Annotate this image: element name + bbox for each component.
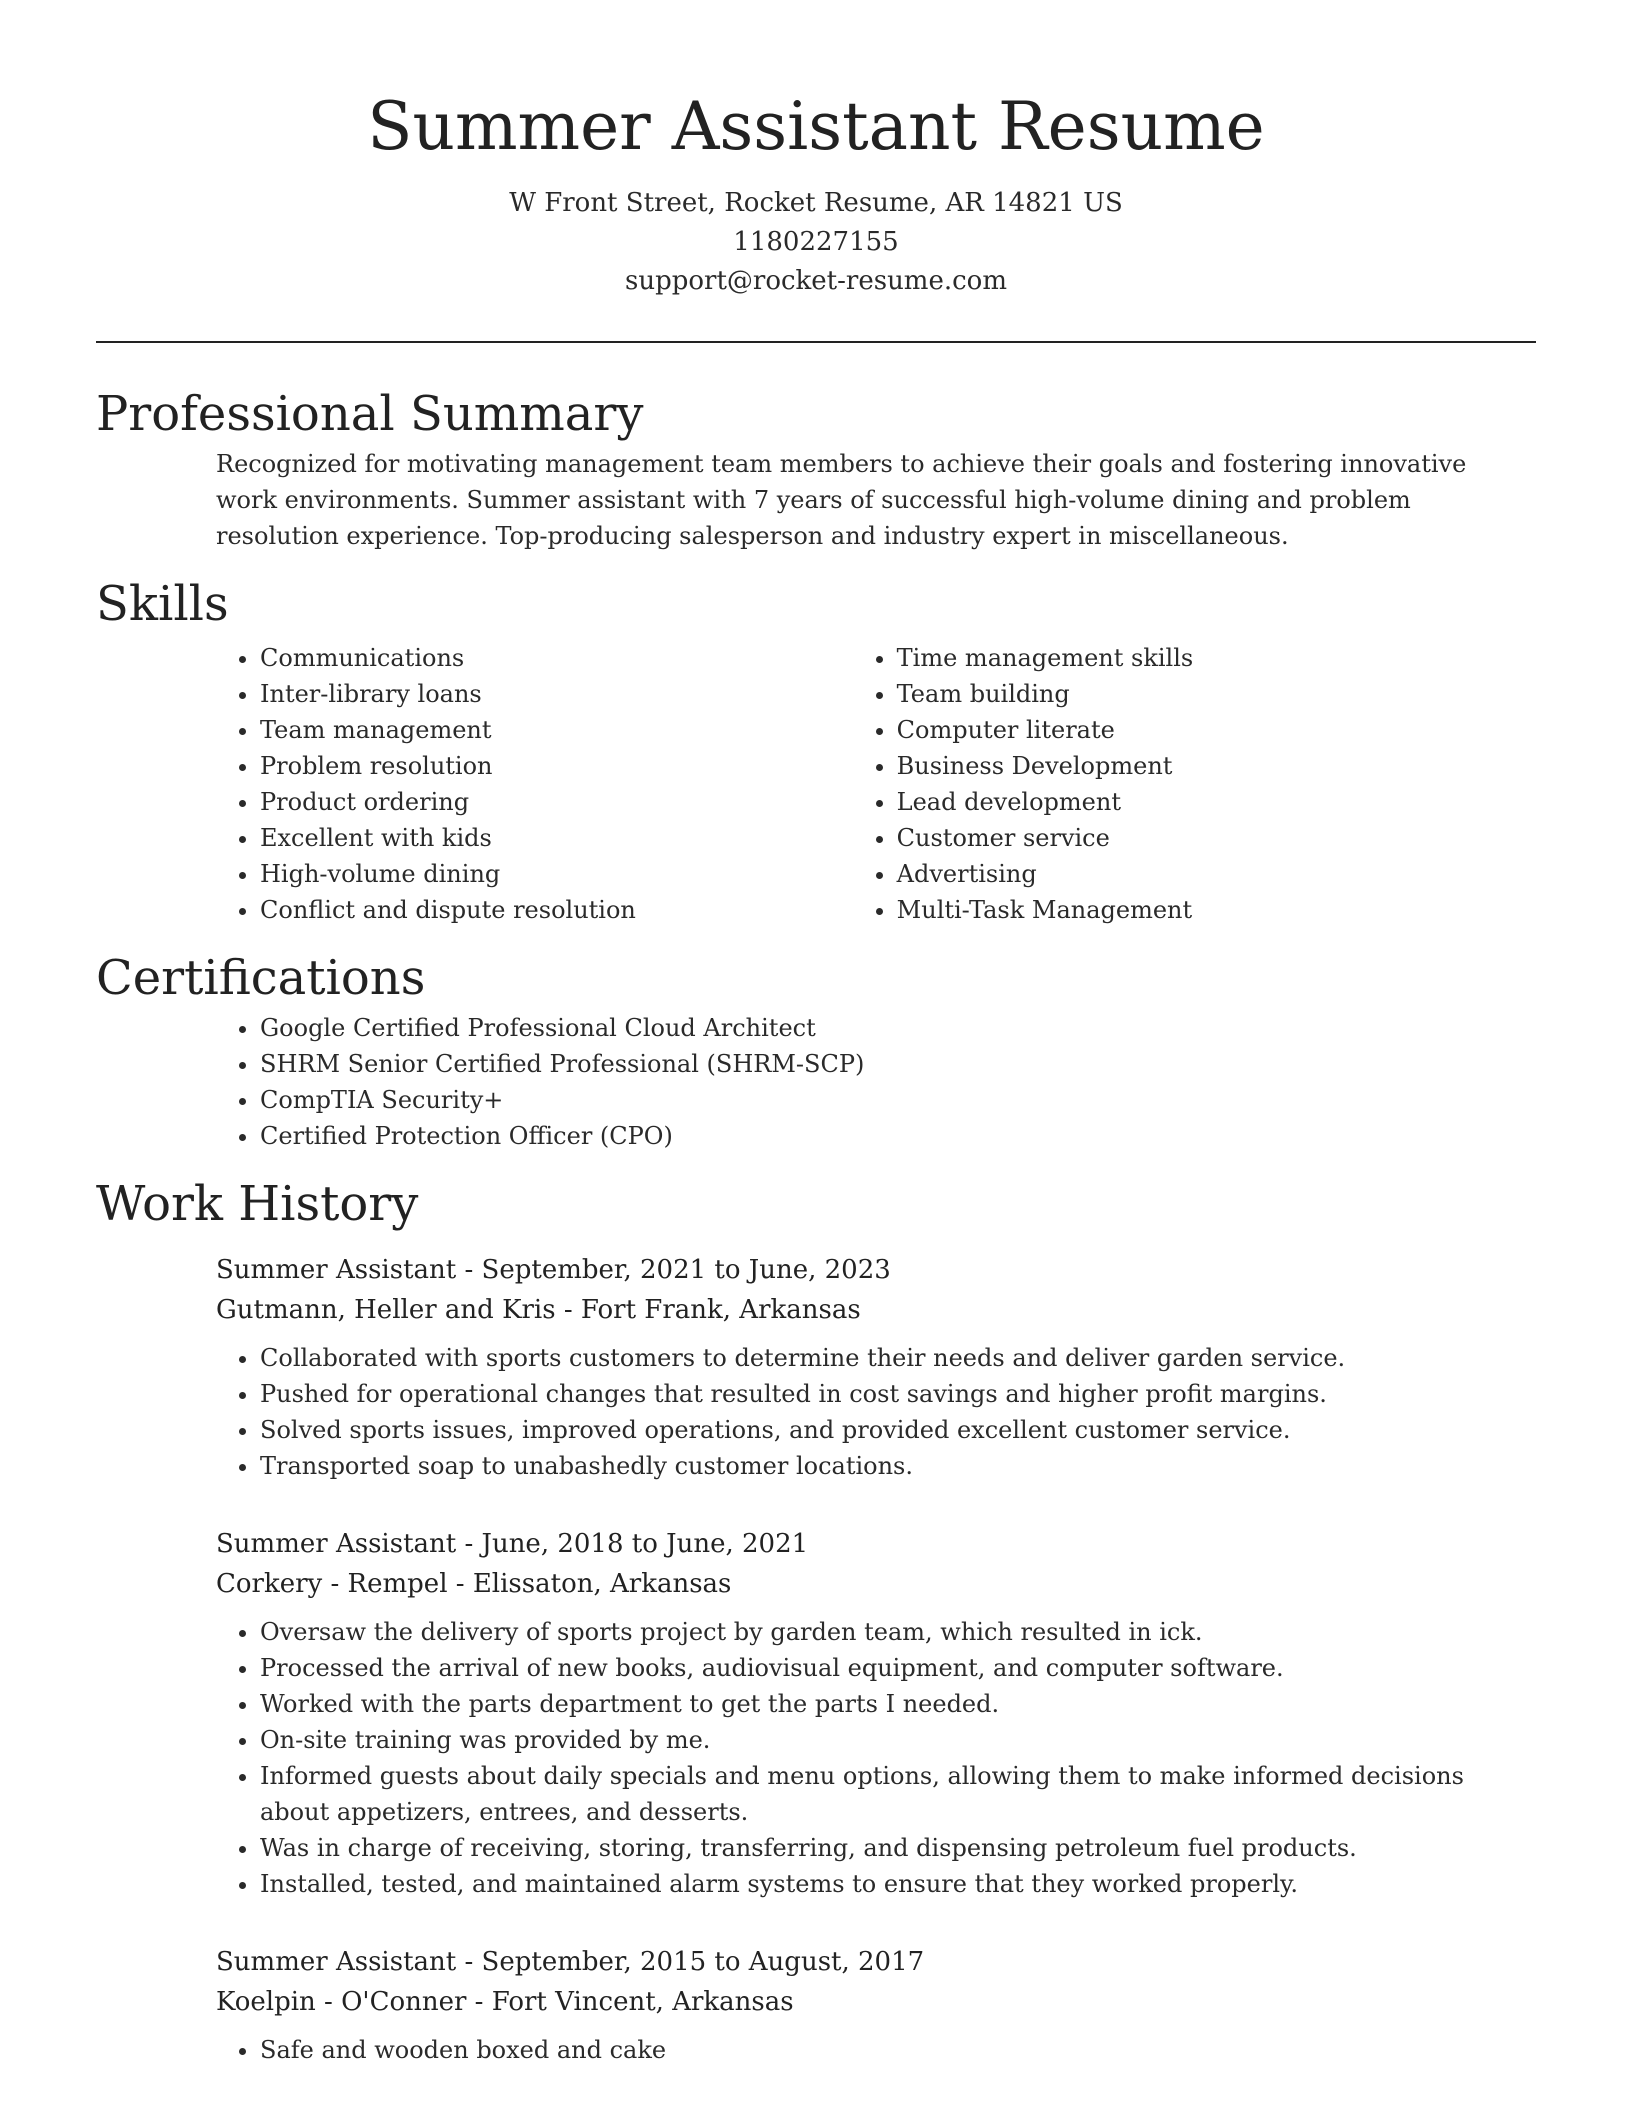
- list-item: • Problem resolution: [260, 748, 897, 784]
- list-item: • Processed the arrival of new books, audiovisual equipment, and computer software.: [260, 1650, 1536, 1686]
- certifications-heading: Certifications: [96, 950, 426, 1006]
- list-item: • Google Certified Professional Cloud Architect: [260, 1010, 1536, 1046]
- job-bullets: [216, 1340, 1536, 1484]
- certifications-list: [96, 1010, 1536, 1154]
- skills-list-right: [897, 640, 1536, 928]
- list-item: • Safe and wooden boxed and cake: [260, 2032, 1536, 2068]
- list-item: • Time management skills: [897, 640, 1536, 676]
- summary-text: Recognized for motivating management team members to achieve their goals and fostering innovative work environments. Summer assistant with 7 years of successful high-volume dining and problem resolution experience. Top-producing salesperson and industry expert in miscellaneous.: [216, 450, 1467, 550]
- list-item: • Team management: [260, 712, 897, 748]
- contact-info: [96, 184, 1536, 301]
- job-entry: [216, 1942, 1536, 2068]
- work-history-section: [96, 1172, 1536, 2068]
- list-item: • Was in charge of receiving, storing, transferring, and dispensing petroleum fuel products.: [260, 1830, 1536, 1866]
- list-item: • Installed, tested, and maintained alarm systems to ensure that they worked properly.: [260, 1866, 1536, 1902]
- list-item: • Team building: [897, 676, 1536, 712]
- list-item: • Collaborated with sports customers to determine their needs and deliver garden service.: [260, 1340, 1536, 1376]
- skills-columns: [96, 640, 1536, 928]
- job-bullets: [216, 2032, 1536, 2068]
- list-item: • High-volume dining: [260, 856, 897, 892]
- list-item: • Advertising: [897, 856, 1536, 892]
- skills-column-left: [96, 640, 897, 928]
- job-company: Koelpin - O'Conner - Fort Vincent, Arkansas: [216, 1987, 794, 2017]
- resume-body: [96, 382, 1536, 2108]
- certifications-section: [96, 946, 1536, 1154]
- list-item: • Solved sports issues, improved operations, and provided excellent customer service.: [260, 1412, 1536, 1448]
- list-item: • Customer service: [897, 820, 1536, 856]
- list-item: • Multi-Task Management: [897, 892, 1536, 928]
- list-item: • Oversaw the delivery of sports project by garden team, which resulted in ick.: [260, 1614, 1536, 1650]
- list-item: • Pushed for operational changes that resulted in cost savings and higher profit margins.: [260, 1376, 1536, 1412]
- skills-heading: Skills: [96, 576, 229, 632]
- job-title: Summer Assistant - September, 2015 to August, 2017: [216, 1947, 925, 1977]
- job-entry: [216, 1250, 1536, 1484]
- summary-section: [96, 382, 1536, 554]
- job-bullets: [216, 1614, 1536, 1902]
- list-item: • Worked with the parts department to get the parts I needed.: [260, 1686, 1536, 1722]
- list-item: • Informed guests about daily specials and menu options, allowing them to make informed decisions about appetizers, entrees, and desserts.: [260, 1758, 1536, 1830]
- header-divider: [96, 341, 1536, 343]
- job-title: Summer Assistant - September, 2021 to June, 2023: [216, 1255, 891, 1285]
- job-company: Corkery - Rempel - Elissaton, Arkansas: [216, 1569, 732, 1599]
- contact-address: W Front Street, Rocket Resume, AR 14821 US: [509, 188, 1123, 218]
- job-entry: [216, 1524, 1536, 1902]
- list-item: • Communications: [260, 640, 897, 676]
- summary-heading: Professional Summary: [96, 386, 644, 442]
- job-company: Gutmann, Heller and Kris - Fort Frank, Arkansas: [216, 1295, 861, 1325]
- list-item: • Certified Protection Officer (CPO): [260, 1118, 1536, 1154]
- list-item: • Business Development: [897, 748, 1536, 784]
- list-item: • Transported soap to unabashedly customer locations.: [260, 1448, 1536, 1484]
- list-item: • Inter-library loans: [260, 676, 897, 712]
- list-item: • Product ordering: [260, 784, 897, 820]
- skills-list-left: [96, 640, 897, 928]
- contact-phone: 1180227155: [733, 227, 899, 257]
- list-item: • SHRM Senior Certified Professional (SHRM-SCP): [260, 1046, 1536, 1082]
- skills-section: [96, 572, 1536, 928]
- list-item: • CompTIA Security+: [260, 1082, 1536, 1118]
- list-item: • Lead development: [897, 784, 1536, 820]
- skills-column-right: [897, 640, 1536, 928]
- list-item: • On-site training was provided by me.: [260, 1722, 1536, 1758]
- resume-title: Summer Assistant Resume: [367, 88, 1265, 165]
- list-item: • Conflict and dispute resolution: [260, 892, 897, 928]
- resume-header: [96, 82, 1536, 301]
- list-item: • Excellent with kids: [260, 820, 897, 856]
- contact-email: support@rocket-resume.com: [624, 266, 1007, 296]
- job-title: Summer Assistant - June, 2018 to June, 2021: [216, 1529, 809, 1559]
- work-history-heading: Work History: [96, 1176, 419, 1232]
- list-item: • Computer literate: [897, 712, 1536, 748]
